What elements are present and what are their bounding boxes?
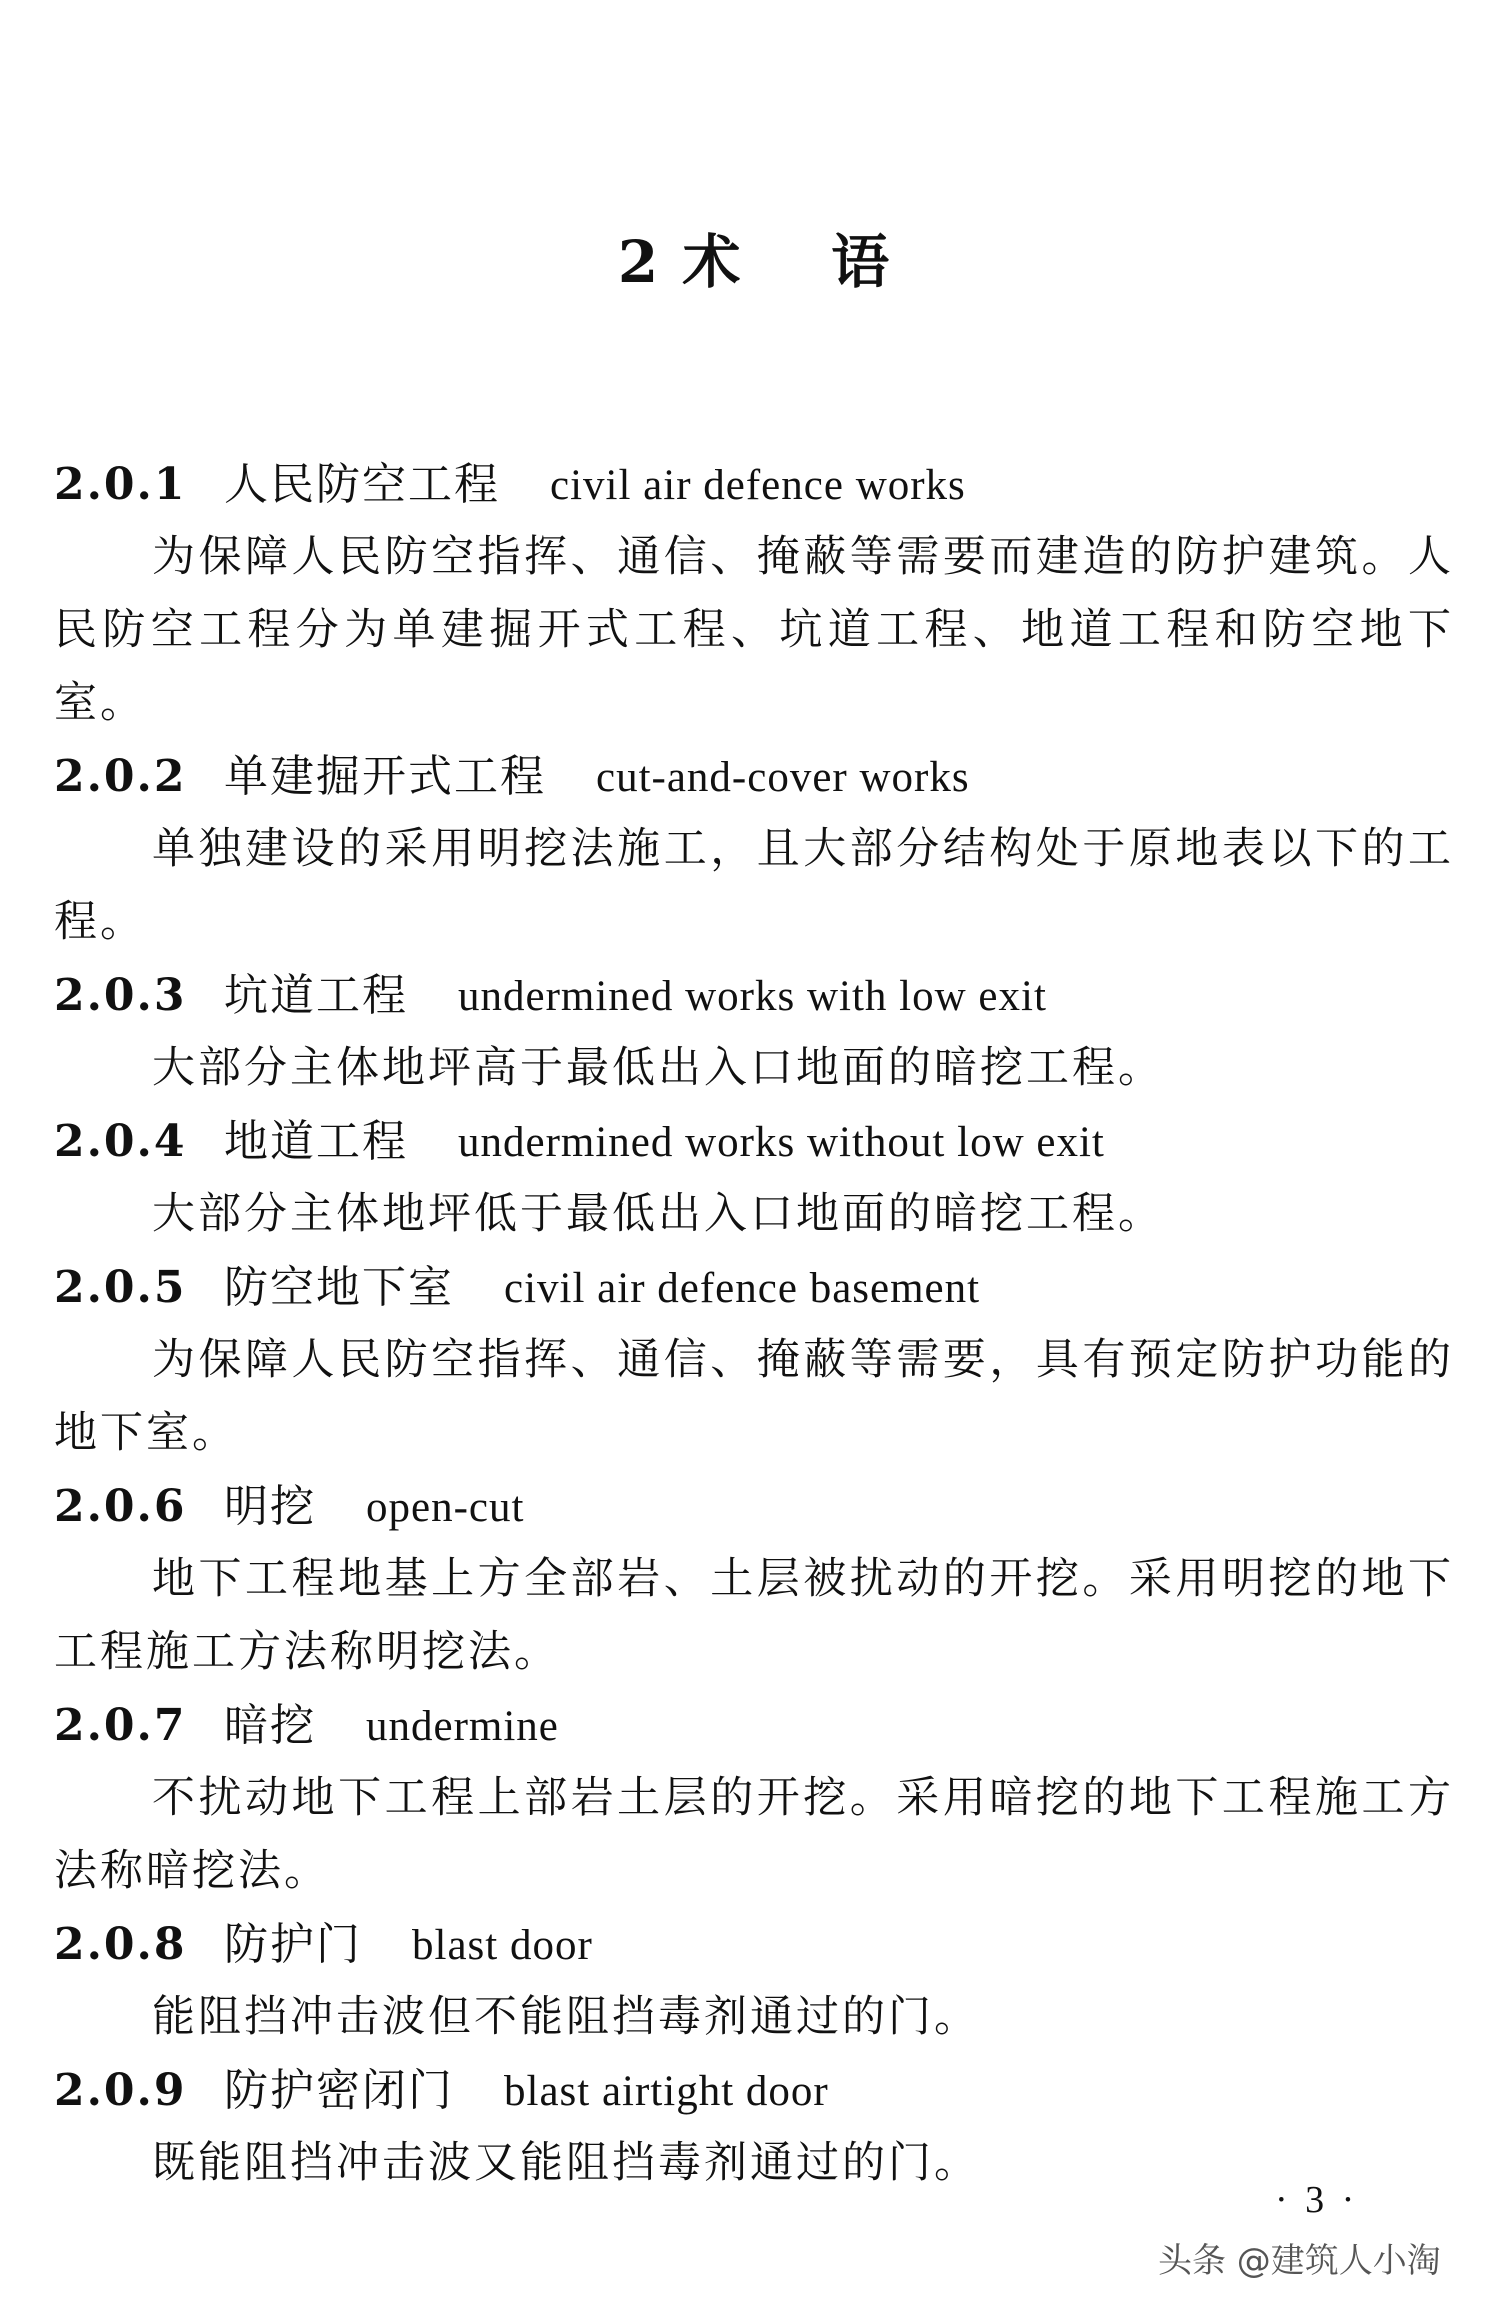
term-entry [54,1470,1454,1689]
term-chinese: 单建掘开式工程 [224,751,546,802]
terms-list [54,448,1454,2200]
term-heading [54,448,1454,521]
term-entry [54,1105,1454,1251]
term-number: 2.0.9 [54,2065,187,2116]
term-chinese: 坑道工程 [224,970,408,1021]
term-entry [54,959,1454,1105]
term-heading [54,1689,1454,1762]
term-definition: 大部分主体地坪低于最低出入口地面的暗挖工程。 [152,1189,1164,1239]
term-definition: 单独建设的采用明挖法施工，且大部分结构处于原地表以下的工程。 [54,824,1454,947]
term-english: cut-and-cover works [596,754,970,801]
term-chinese: 明挖 [224,1481,316,1532]
term-definition: 为保障人民防空指挥、通信、掩蔽等需要，具有预定防护功能的地下室。 [54,1335,1454,1458]
term-heading [54,740,1454,813]
term-english: blast door [412,1922,593,1969]
term-chinese: 防空地下室 [224,1262,454,1313]
term-entry [54,1908,1454,2054]
term-entry [54,740,1454,959]
term-heading [54,959,1454,1032]
term-english: blast airtight door [504,2068,829,2115]
term-number: 2.0.5 [54,1262,187,1313]
term-entry [54,1251,1454,1470]
term-number: 2.0.6 [54,1481,187,1532]
term-number: 2.0.4 [54,1116,187,1167]
term-english: open-cut [366,1484,525,1531]
term-definition: 为保障人民防空指挥、通信、掩蔽等需要而建造的防护建筑。人民防空工程分为单建掘开式工程、坑道工程、地道工程和防空地下室。 [54,532,1454,728]
term-number: 2.0.1 [54,459,187,510]
term-chinese: 人民防空工程 [224,459,500,510]
term-entry [54,448,1454,740]
term-chinese: 防护门 [224,1919,362,1970]
term-heading [54,1251,1454,1324]
term-heading [54,1908,1454,1981]
term-chinese: 暗挖 [224,1700,316,1751]
term-heading [54,1470,1454,1543]
term-definition: 能阻挡冲击波但不能阻挡毒剂通过的门。 [152,1992,980,2042]
term-number: 2.0.8 [54,1919,187,1970]
page-number: · 3 · [1275,2179,1359,2221]
term-definition: 既能阻挡冲击波又能阻挡毒剂通过的门。 [152,2138,980,2188]
term-definition: 大部分主体地坪高于最低出入口地面的暗挖工程。 [152,1043,1164,1093]
term-english: undermined works with low exit [458,973,1047,1020]
term-english: undermined works without low exit [458,1119,1105,1166]
term-definition: 地下工程地基上方全部岩、土层被扰动的开挖。采用明挖的地下工程施工方法称明挖法。 [54,1554,1454,1677]
term-number: 2.0.2 [54,751,187,802]
term-definition: 不扰动地下工程上部岩土层的开挖。采用暗挖的地下工程施工方法称暗挖法。 [54,1773,1454,1896]
term-english: civil air defence works [550,462,966,509]
watermark-text: 头条 @建筑人小淘 [1158,2241,1441,2281]
term-heading [54,1105,1454,1178]
term-number: 2.0.3 [54,970,187,1021]
term-english: undermine [366,1703,559,1750]
chapter-title: 2 术 语 [617,228,892,296]
term-english: civil air defence basement [504,1265,981,1312]
term-chinese: 防护密闭门 [224,2065,454,2116]
term-entry [54,2054,1454,2200]
term-heading [54,2054,1454,2127]
term-entry [54,1689,1454,1908]
term-chinese: 地道工程 [224,1116,408,1167]
term-number: 2.0.7 [54,1700,187,1751]
